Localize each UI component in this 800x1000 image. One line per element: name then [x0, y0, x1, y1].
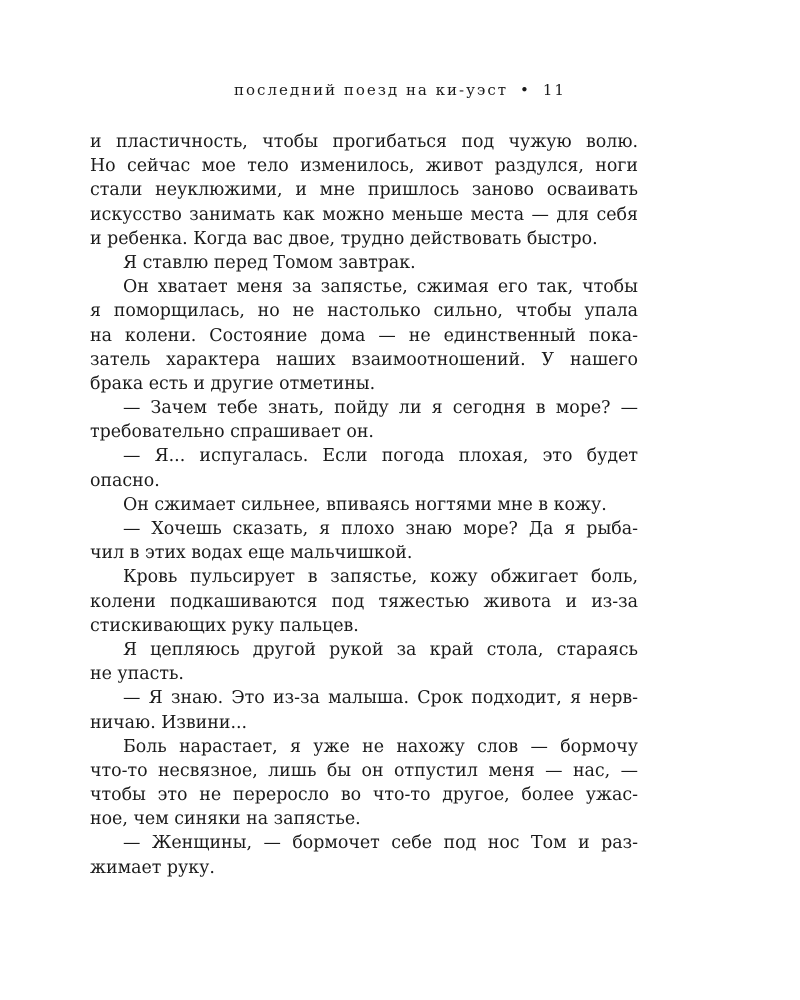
text-line: ничаю. Извини...: [90, 712, 248, 733]
text-line: и ребенка. Когда вас двое, трудно действовать быстро.: [90, 228, 598, 249]
text-line: и пластичность, чтобы прогибаться под чужую волю.: [90, 132, 638, 152]
text-line: Он сжимает сильнее, впиваясь ногтями мне в кожу.: [123, 494, 607, 515]
text-line: чтобы это не переросло во что-то другое, более ужас-: [90, 785, 638, 806]
text-line: чил в этих водах еще мальчишкой.: [90, 543, 413, 564]
text-line: Боль нарастает, я уже не нахожу слов — бормочу: [123, 736, 638, 757]
text-line: я поморщилась, но не настолько сильно, чтобы упала: [90, 301, 638, 322]
text-line: искусство занимать как можно меньше места — для себя: [90, 204, 638, 225]
text-line: Я цепляюсь другой рукой за край стола, стараясь: [123, 639, 638, 660]
text-line: Я ставлю перед Томом завтрак.: [123, 252, 416, 273]
page-number: 11: [542, 81, 566, 99]
running-head: [0, 81, 800, 99]
text-line: жимает руку.: [90, 857, 215, 878]
text-line: затель характера наших взаимоотношений. У нашего: [90, 349, 638, 370]
text-line: стали неуклюжими, и мне пришлось заново осваивать: [90, 180, 638, 201]
header-separator: •: [520, 81, 531, 99]
text-line: не упасть.: [90, 664, 184, 685]
text-line: на колени. Состояние дома — не единственный пока-: [90, 325, 638, 346]
book-title: последний поезд на ки-уэст: [234, 81, 509, 99]
text-line: Кровь пульсирует в запястье, кожу обжигает боль,: [123, 567, 638, 588]
text-line: требовательно спрашивает он.: [90, 422, 374, 443]
text-line: Но сейчас мое тело изменилось, живот раздулся, ноги: [90, 156, 638, 177]
body-text: [90, 130, 638, 880]
text-line: — Я... испугалась. Если погода плохая, это будет: [123, 446, 638, 467]
text-line: что-то несвязное, лишь бы он отпустил меня — нас, —: [90, 760, 638, 781]
text-line: колени подкашиваются под тяжестью живота и из-за: [90, 591, 638, 612]
text-line: опасно.: [90, 470, 160, 491]
text-line: брака есть и другие отметины.: [90, 373, 376, 394]
text-line: — Я знаю. Это из-за малыша. Срок подходит, я нерв-: [123, 688, 638, 709]
text-line: — Зачем тебе знать, пойду ли я сегодня в море? —: [123, 398, 638, 419]
text-line: — Женщины, — бормочет себе под нос Том и раз-: [123, 833, 638, 854]
text-line: стискивающих руку пальцев.: [90, 615, 359, 636]
text-line: — Хочешь сказать, я плохо знаю море? Да я рыба-: [123, 519, 638, 539]
text-line: Он хватает меня за запястье, сжимая его так, чтобы: [123, 277, 638, 298]
text-line: ное, чем синяки на запястье.: [90, 809, 361, 830]
